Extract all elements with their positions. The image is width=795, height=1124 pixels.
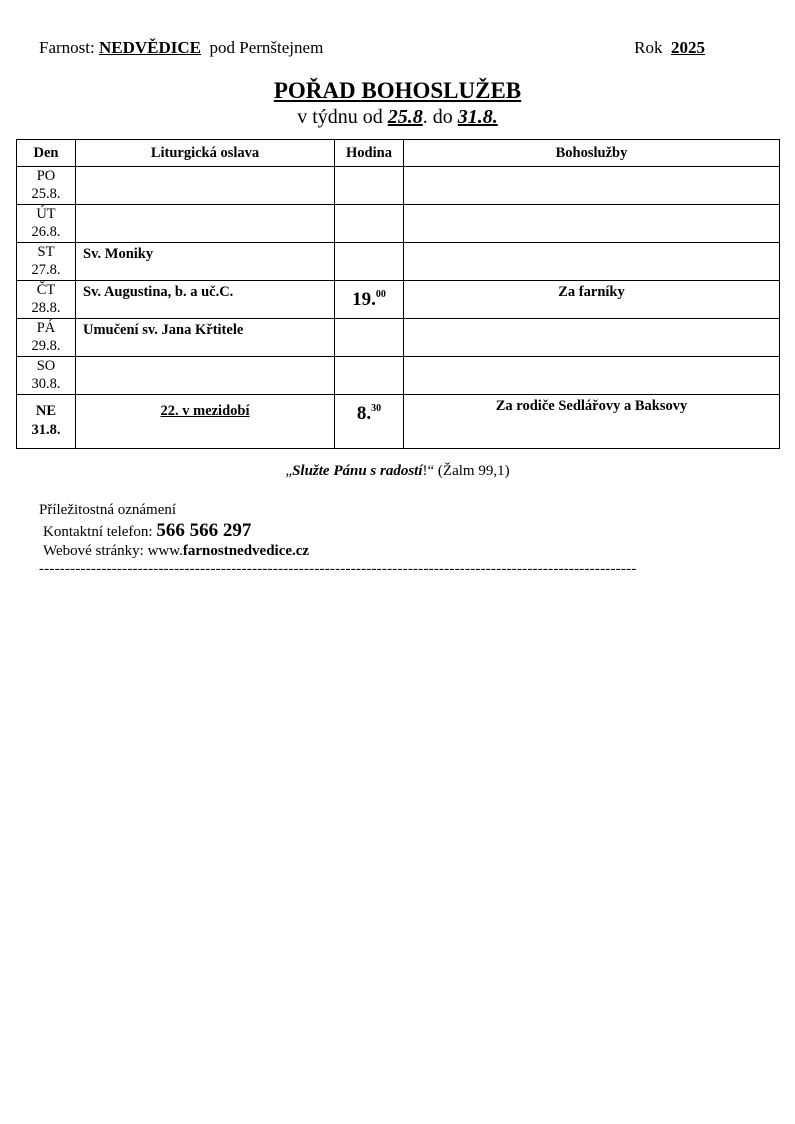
phone-line: [39, 520, 309, 542]
service-cell: [404, 243, 780, 281]
bible-quote: [0, 463, 795, 480]
table-row: [17, 205, 780, 243]
time-cell: [335, 319, 404, 357]
service-cell: [404, 319, 780, 357]
week-from: 25.8: [387, 106, 423, 128]
celebration-text: Sv. Augustina, b. a uč.C.: [83, 284, 234, 300]
day-abbr: ST: [37, 244, 55, 260]
table-row: [17, 281, 780, 319]
service-cell: [404, 395, 780, 449]
service-text: Za farníky: [558, 284, 625, 300]
phone-label: Kontaktní telefon:: [43, 524, 153, 540]
day-abbr: PÁ: [36, 320, 56, 336]
time-hour: 8.: [356, 403, 372, 424]
quote-close: !“ (Žalm 99,1): [422, 463, 510, 479]
day-abbr: ÚT: [36, 206, 56, 222]
day-cell: [17, 357, 76, 395]
celebration-cell: [76, 395, 335, 449]
time-cell: [335, 357, 404, 395]
time-cell: [335, 395, 404, 449]
parish-suffix: pod Pernštejnem: [209, 38, 324, 57]
celebration-cell: [76, 167, 335, 205]
parish-label: Farnost:: [39, 38, 95, 57]
week-to: 31.8.: [457, 106, 498, 128]
time-minute: 30: [371, 403, 382, 414]
celebration-cell: [76, 319, 335, 357]
phone-number: 566 566 297: [156, 520, 252, 541]
table-row: [17, 319, 780, 357]
celebration-text: [76, 205, 334, 208]
column-header-celebration: Liturgická oslava: [76, 140, 335, 167]
year-info: [634, 38, 705, 58]
day-date: 26.8.: [31, 223, 61, 240]
time-cell: [335, 281, 404, 319]
day-date: 31.8.: [31, 422, 61, 438]
day-abbr: ČT: [36, 282, 56, 298]
table-row: [17, 357, 780, 395]
notices-heading: Příležitostná oznámení: [39, 502, 177, 518]
time-minute: 00: [375, 289, 386, 300]
table-header-row: [17, 140, 780, 167]
web-line: [39, 543, 309, 560]
day-cell: [17, 167, 76, 205]
schedule-table: [16, 139, 780, 449]
celebration-text: 22. v mezidobí: [160, 403, 250, 419]
celebration-cell: [76, 357, 335, 395]
day-date: 27.8.: [31, 261, 61, 278]
column-header-day: Den: [17, 140, 76, 167]
day-abbr: PO: [36, 168, 56, 184]
day-date: 28.8.: [31, 299, 61, 316]
celebration-text: [76, 357, 334, 360]
day-date: 25.8.: [31, 185, 61, 202]
header-line: [39, 38, 705, 60]
time-cell: [335, 167, 404, 205]
service-text: Za rodiče Sedlářovy a Baksovy: [495, 398, 688, 414]
day-abbr: SO: [36, 358, 56, 374]
service-cell: [404, 281, 780, 319]
table-row: [17, 167, 780, 205]
day-cell: [17, 205, 76, 243]
time-value: [335, 281, 403, 311]
day-cell: [17, 319, 76, 357]
parish-name: NEDVĚDICE: [98, 38, 202, 57]
time-cell: [335, 243, 404, 281]
quote-open: „: [285, 463, 293, 479]
column-header-service: Bohoslužby: [404, 140, 780, 167]
service-cell: [404, 357, 780, 395]
table-row: [17, 243, 780, 281]
web-link[interactable]: farnostnedvedice.cz: [182, 543, 310, 559]
celebration-text: Umučení sv. Jana Křtitele: [83, 322, 244, 338]
celebration-cell: [76, 205, 335, 243]
time-cell: [335, 205, 404, 243]
day-date: 30.8.: [31, 375, 61, 392]
day-date: 29.8.: [31, 337, 61, 354]
time-value: [335, 395, 403, 425]
day-abbr: NE: [35, 403, 57, 419]
year-label: Rok: [634, 38, 663, 57]
parish-info: [39, 38, 323, 58]
time-hour: 19.: [352, 289, 376, 310]
separator-line: -------------------------------------------------------------------------------------------------------------------: [39, 561, 637, 577]
page-title: POŘAD BOHOSLUŽEB: [273, 78, 522, 103]
table-row: [17, 395, 780, 449]
celebration-cell: [76, 243, 335, 281]
day-cell: [17, 395, 76, 449]
week-range: [0, 106, 795, 129]
day-cell: [17, 281, 76, 319]
week-mid: . do: [422, 106, 453, 128]
notices-section: [39, 502, 309, 561]
celebration-text: Sv. Moniky: [83, 246, 154, 262]
service-cell: [404, 167, 780, 205]
column-header-time: Hodina: [335, 140, 404, 167]
web-label: Webové stránky: www.: [43, 543, 183, 559]
service-cell: [404, 205, 780, 243]
celebration-text: [76, 167, 334, 170]
celebration-cell: [76, 281, 335, 319]
week-prefix: v týdnu od: [297, 106, 383, 128]
year-value: 2025: [671, 38, 705, 57]
quote-main: Služte Pánu s radostí: [292, 463, 423, 479]
day-cell: [17, 243, 76, 281]
